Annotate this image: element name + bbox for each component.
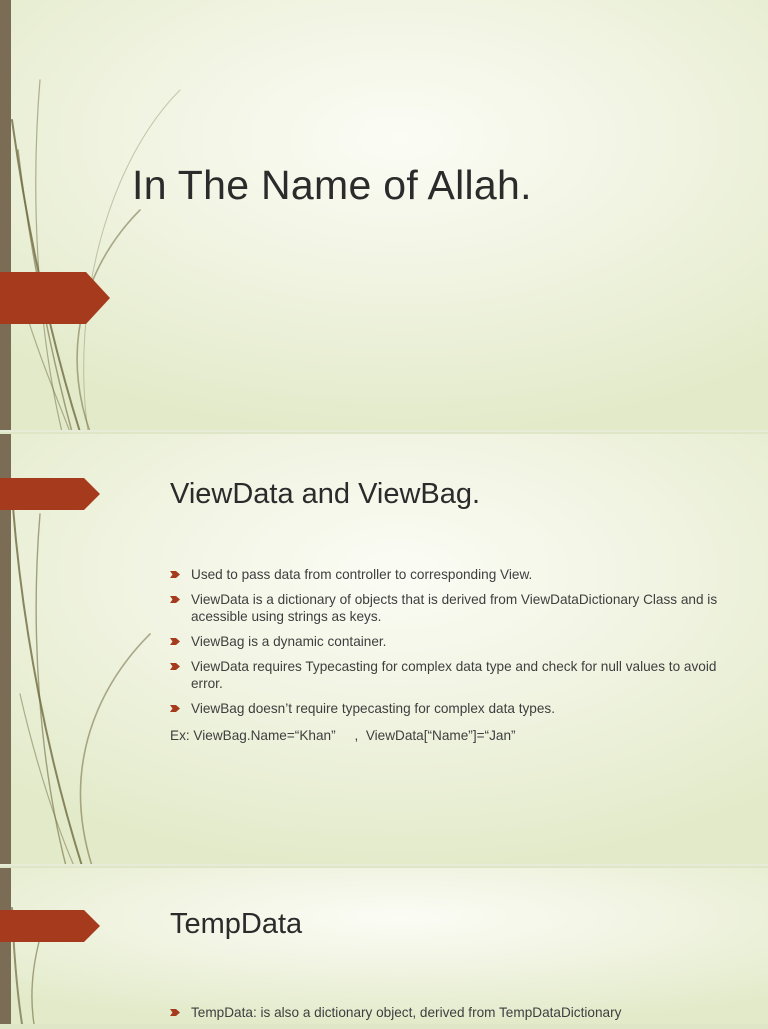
title-flag-marker (0, 478, 100, 510)
bullet-text: ViewData requires Typecasting for complex data type and check for null values to avoid error. (191, 659, 717, 691)
bullet-arrow-icon (170, 638, 180, 645)
bullet-arrow-icon (170, 596, 180, 603)
list-item (170, 1004, 730, 1021)
bullet-text: ViewData is a dictionary of objects that is derived from ViewDataDictionary Class and is acessible using strings as keys. (191, 592, 718, 624)
bullet-text: TempData: is also a dictionary object, derived from TempDataDictionary (191, 1005, 622, 1020)
bullet-text: ViewBag is a dynamic container. (191, 634, 387, 649)
list-item (170, 658, 730, 692)
slide-2-title: ViewData and ViewBag. (170, 478, 481, 510)
slide-separator (0, 430, 768, 432)
sidebar-bar (0, 0, 11, 432)
example-code-line: Ex: ViewBag.Name=“Khan” , ViewData[“Name”]=“Jan” (170, 728, 516, 743)
slide-1-title: In The Name of Allah. (132, 162, 532, 208)
list-item (170, 591, 730, 625)
sidebar-bar (0, 868, 11, 1024)
list-item (170, 566, 730, 583)
slide-title (0, 0, 768, 432)
bullet-arrow-icon (170, 571, 180, 578)
slide-tempdata (0, 868, 768, 1024)
bullet-arrow-icon (170, 705, 180, 712)
list-item (170, 700, 730, 717)
slide-3-title: TempData (170, 908, 303, 940)
bullet-arrow-icon (170, 1009, 180, 1016)
bullet-arrow-icon (170, 663, 180, 670)
viewdata-bullet-list (170, 566, 730, 725)
decorative-swirl (0, 0, 200, 432)
bullet-text: Used to pass data from controller to corresponding View. (191, 567, 533, 582)
decorative-swirl (0, 868, 200, 1024)
slide-separator (0, 864, 768, 866)
list-item (170, 633, 730, 650)
bullet-text: ViewBag doesn’t require typecasting for complex data types. (191, 701, 555, 716)
title-flag-marker (0, 910, 100, 942)
tempdata-bullet-list (170, 1004, 730, 1029)
